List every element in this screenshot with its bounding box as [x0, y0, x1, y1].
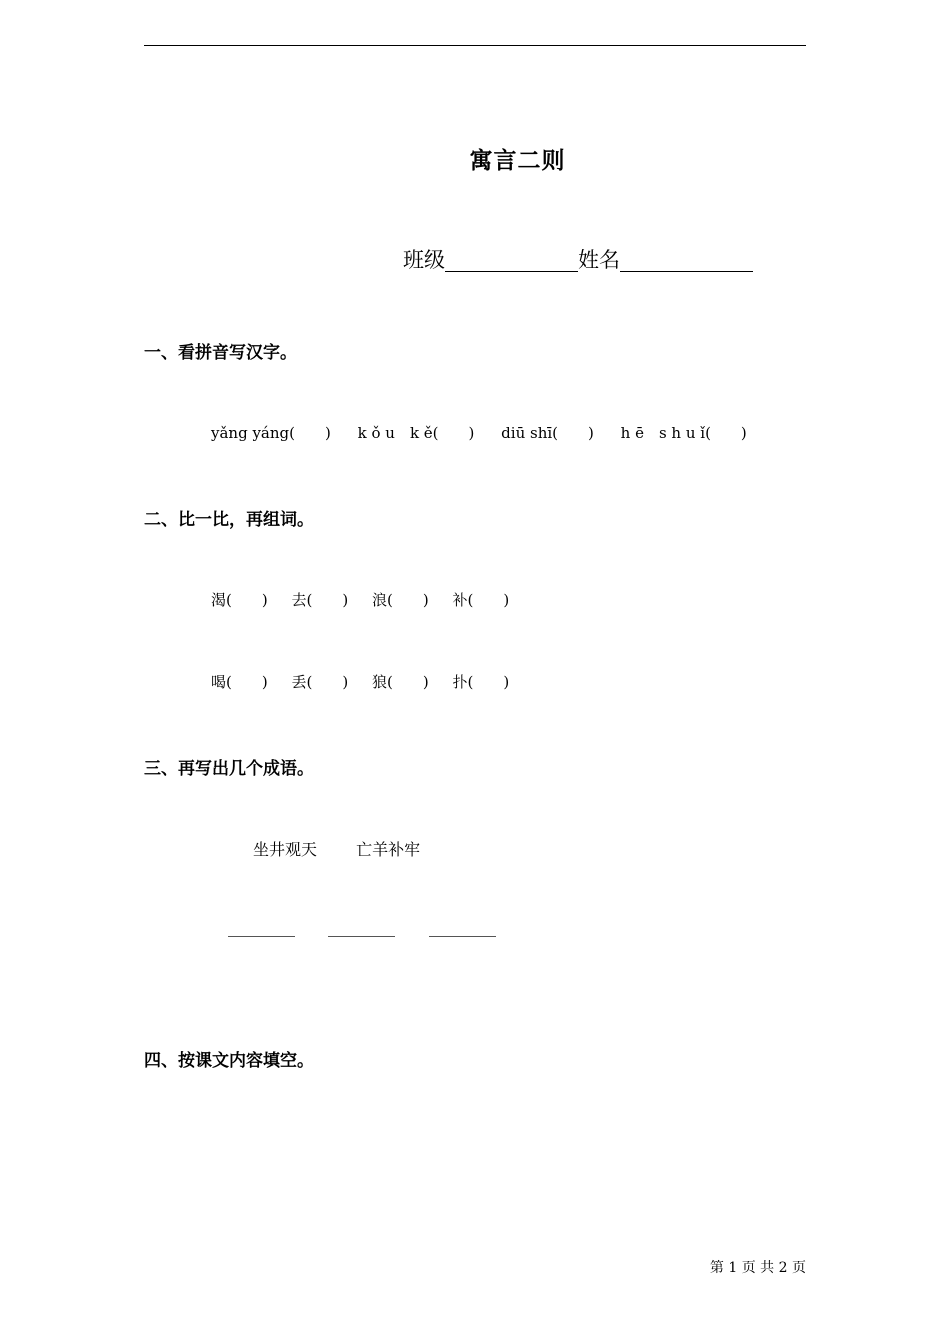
pinyin-item: k ǒ u k ě( )	[357, 424, 475, 442]
compare-item: 狼( )	[372, 673, 429, 691]
student-info-line	[403, 244, 753, 274]
compare-item: 丢( )	[291, 673, 349, 691]
idiom-blank[interactable]	[429, 936, 496, 937]
name-blank[interactable]	[620, 247, 753, 272]
class-label: 班级	[403, 248, 445, 272]
pinyin-row	[211, 422, 747, 443]
name-label: 姓名	[578, 248, 620, 272]
pinyin-item: yǎng yáng( )	[211, 424, 331, 442]
compare-row-1	[211, 589, 509, 610]
compare-item: 喝( )	[211, 673, 268, 691]
compare-item: 去( )	[291, 591, 349, 609]
pinyin-item: h ē s h u ǐ( )	[620, 424, 747, 442]
idiom-blank[interactable]	[328, 936, 395, 937]
idiom-example: 坐井观天	[253, 840, 318, 859]
section-4-heading: 四、按课文内容填空。	[144, 1051, 314, 1071]
pinyin-item: diū shī( )	[501, 424, 594, 442]
section-2-heading: 二、比一比，再组词。	[144, 510, 314, 530]
idiom-blank[interactable]	[228, 936, 295, 937]
section-1-heading: 一、看拼音写汉字。	[144, 343, 297, 363]
page-indicator: 第 1 页 共 2 页	[709, 1260, 806, 1276]
page-title: 寓言二则	[469, 147, 566, 174]
compare-item: 补( )	[452, 591, 510, 609]
idiom-examples	[253, 837, 420, 860]
class-blank[interactable]	[445, 247, 578, 272]
compare-item: 扑( )	[452, 673, 510, 691]
header-rule	[144, 45, 806, 46]
section-3-heading: 三、再写出几个成语。	[144, 759, 314, 779]
idiom-example: 亡羊补牢	[356, 840, 421, 859]
compare-item: 浪( )	[372, 591, 429, 609]
compare-row-2	[211, 671, 509, 692]
compare-item: 渴( )	[211, 591, 268, 609]
